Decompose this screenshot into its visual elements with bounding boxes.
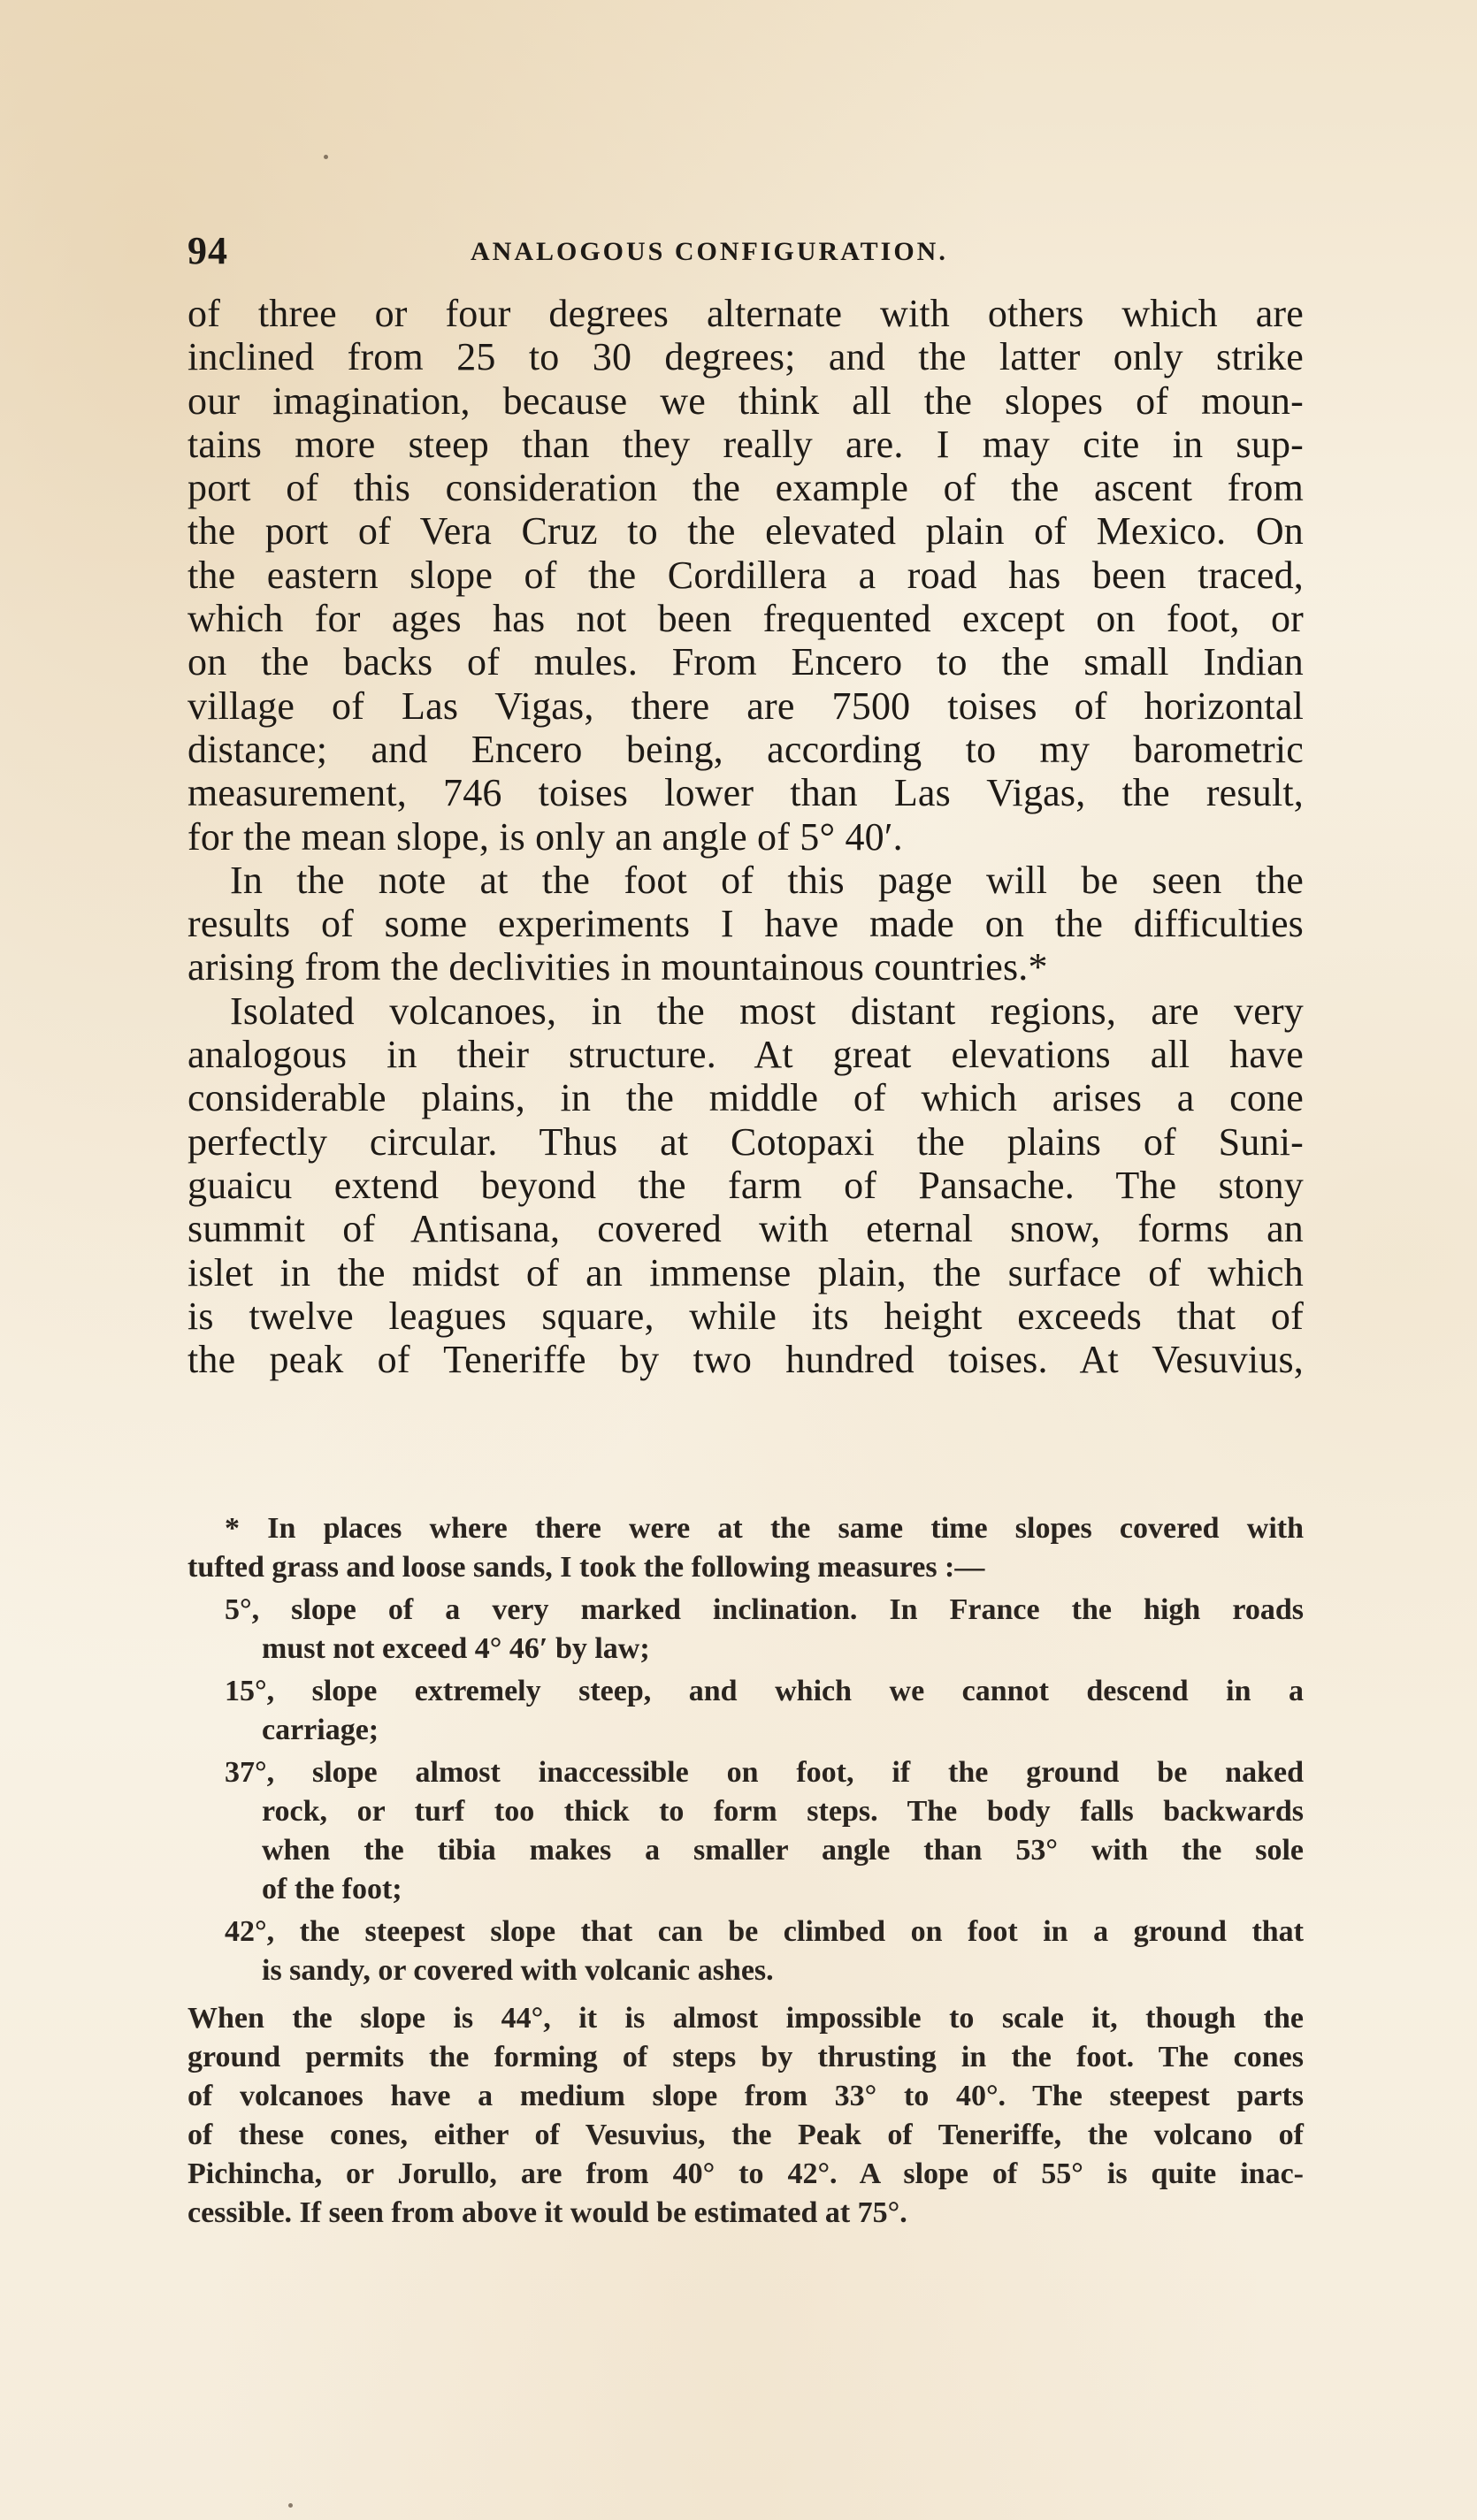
text-line: village of Las Vigas, there are 7500 toises of horizontal	[187, 683, 1304, 728]
text-line: inclined from 25 to 30 degrees; and the latter only strike	[187, 335, 1304, 379]
footnote-item-42deg-cont: is sandy, or covered with volcanic ashes.	[262, 1954, 774, 1987]
text-line: arising from the declivities in mountainous countries.*	[187, 945, 1048, 989]
footnote-item-5deg-cont: must not exceed 4° 46′ by law;	[262, 1632, 650, 1665]
text-line: perfectly circular. Thus at Cotopaxi the plains of Suni-	[187, 1119, 1304, 1164]
paper-speck	[324, 155, 328, 159]
footnote-item-37deg-cont: when the tibia makes a smaller angle than 53° with the sole	[262, 1834, 1304, 1867]
footnote-intro-line: tufted grass and loose sands, I took the following measures :—	[187, 1551, 985, 1584]
text-line: analogous in their structure. At great elevations all have	[187, 1033, 1304, 1077]
footnote-item-37deg-cont: of the foot;	[262, 1873, 402, 1905]
text-line: guaicu extend beyond the farm of Pansache. The stony	[187, 1163, 1304, 1207]
text-line: summit of Antisana, covered with eternal snow, forms an	[187, 1207, 1304, 1251]
text-line: tains more steep than they really are. I may cite in sup-	[187, 422, 1304, 466]
footnote-intro-line: * In places where there were at the same time slopes covered with	[225, 1512, 1304, 1545]
text-line: our imagination, because we think all the slopes of moun-	[187, 378, 1304, 423]
text-line: on the backs of mules. From Encero to the small Indian	[187, 640, 1304, 684]
footnote	[187, 1509, 1304, 2233]
footnote-item-15deg-cont: carriage;	[262, 1714, 379, 1746]
paper-speck	[288, 2503, 293, 2508]
footnote-closing-line: cessible. If seen from above it would be estimated at 75°.	[187, 2196, 907, 2229]
text-line: the eastern slope of the Cordillera a road has been traced,	[187, 553, 1304, 597]
text-line: measurement, 746 toises lower than Las Vigas, the result,	[187, 771, 1304, 815]
running-head	[187, 228, 1304, 281]
text-line: port of this consideration the example of the ascent from	[187, 466, 1304, 510]
footnote-closing-line: of these cones, either of Vesuvius, the Peak of Teneriffe, the volcano of	[187, 2119, 1304, 2151]
text-line: results of some experiments I have made on the difficulties	[187, 902, 1304, 946]
text-line: of three or four degrees alternate with others which are	[187, 292, 1304, 335]
footnote-closing-line: Pichincha, or Jorullo, are from 40° to 42°. A slope of 55° is quite inac-	[187, 2157, 1304, 2190]
text-line: the port of Vera Cruz to the elevated plain of Mexico. On	[187, 509, 1304, 554]
footnote-closing-line: When the slope is 44°, it is almost impossible to scale it, though the	[187, 2002, 1304, 2035]
footnote-closing-line: ground permits the forming of steps by thrusting in the foot. The cones	[187, 2041, 1304, 2073]
footnote-item-15deg: 15°, slope extremely steep, and which we cannot descend in a	[225, 1675, 1304, 1707]
footnote-item-37deg: 37°, slope almost inaccessible on foot, if the ground be naked	[225, 1756, 1304, 1789]
text-line: which for ages has not been frequented except on foot, or	[187, 597, 1304, 641]
body-text	[187, 292, 1304, 1381]
footnote-item-42deg: 42°, the steepest slope that can be climbed on foot in a ground that	[225, 1915, 1304, 1948]
text-line: for the mean slope, is only an angle of 5° 40′.	[187, 814, 903, 859]
running-title: ANALOGOUS CONFIGURATION.	[471, 237, 948, 266]
text-line: distance; and Encero being, according to my barometric	[187, 727, 1304, 771]
text-line: the peak of Teneriffe by two hundred toises. At Vesuvius,	[187, 1338, 1304, 1382]
text-line: Isolated volcanoes, in the most distant regions, are very	[230, 989, 1304, 1033]
footnote-item-37deg-cont: rock, or turf too thick to form steps. The body falls backwards	[262, 1795, 1304, 1828]
text-line: islet in the midst of an immense plain, the surface of which	[187, 1250, 1304, 1294]
footnote-closing-line: of volcanoes have a medium slope from 33° to 40°. The steepest parts	[187, 2080, 1304, 2112]
text-line: In the note at the foot of this page will be seen the	[230, 858, 1304, 902]
text-line: is twelve leagues square, while its height exceeds that of	[187, 1294, 1304, 1338]
footnote-item-5deg: 5°, slope of a very marked inclination. In France the high roads	[225, 1593, 1304, 1626]
text-line: considerable plains, in the middle of which arises a cone	[187, 1076, 1304, 1120]
page-number: 94	[187, 229, 228, 272]
